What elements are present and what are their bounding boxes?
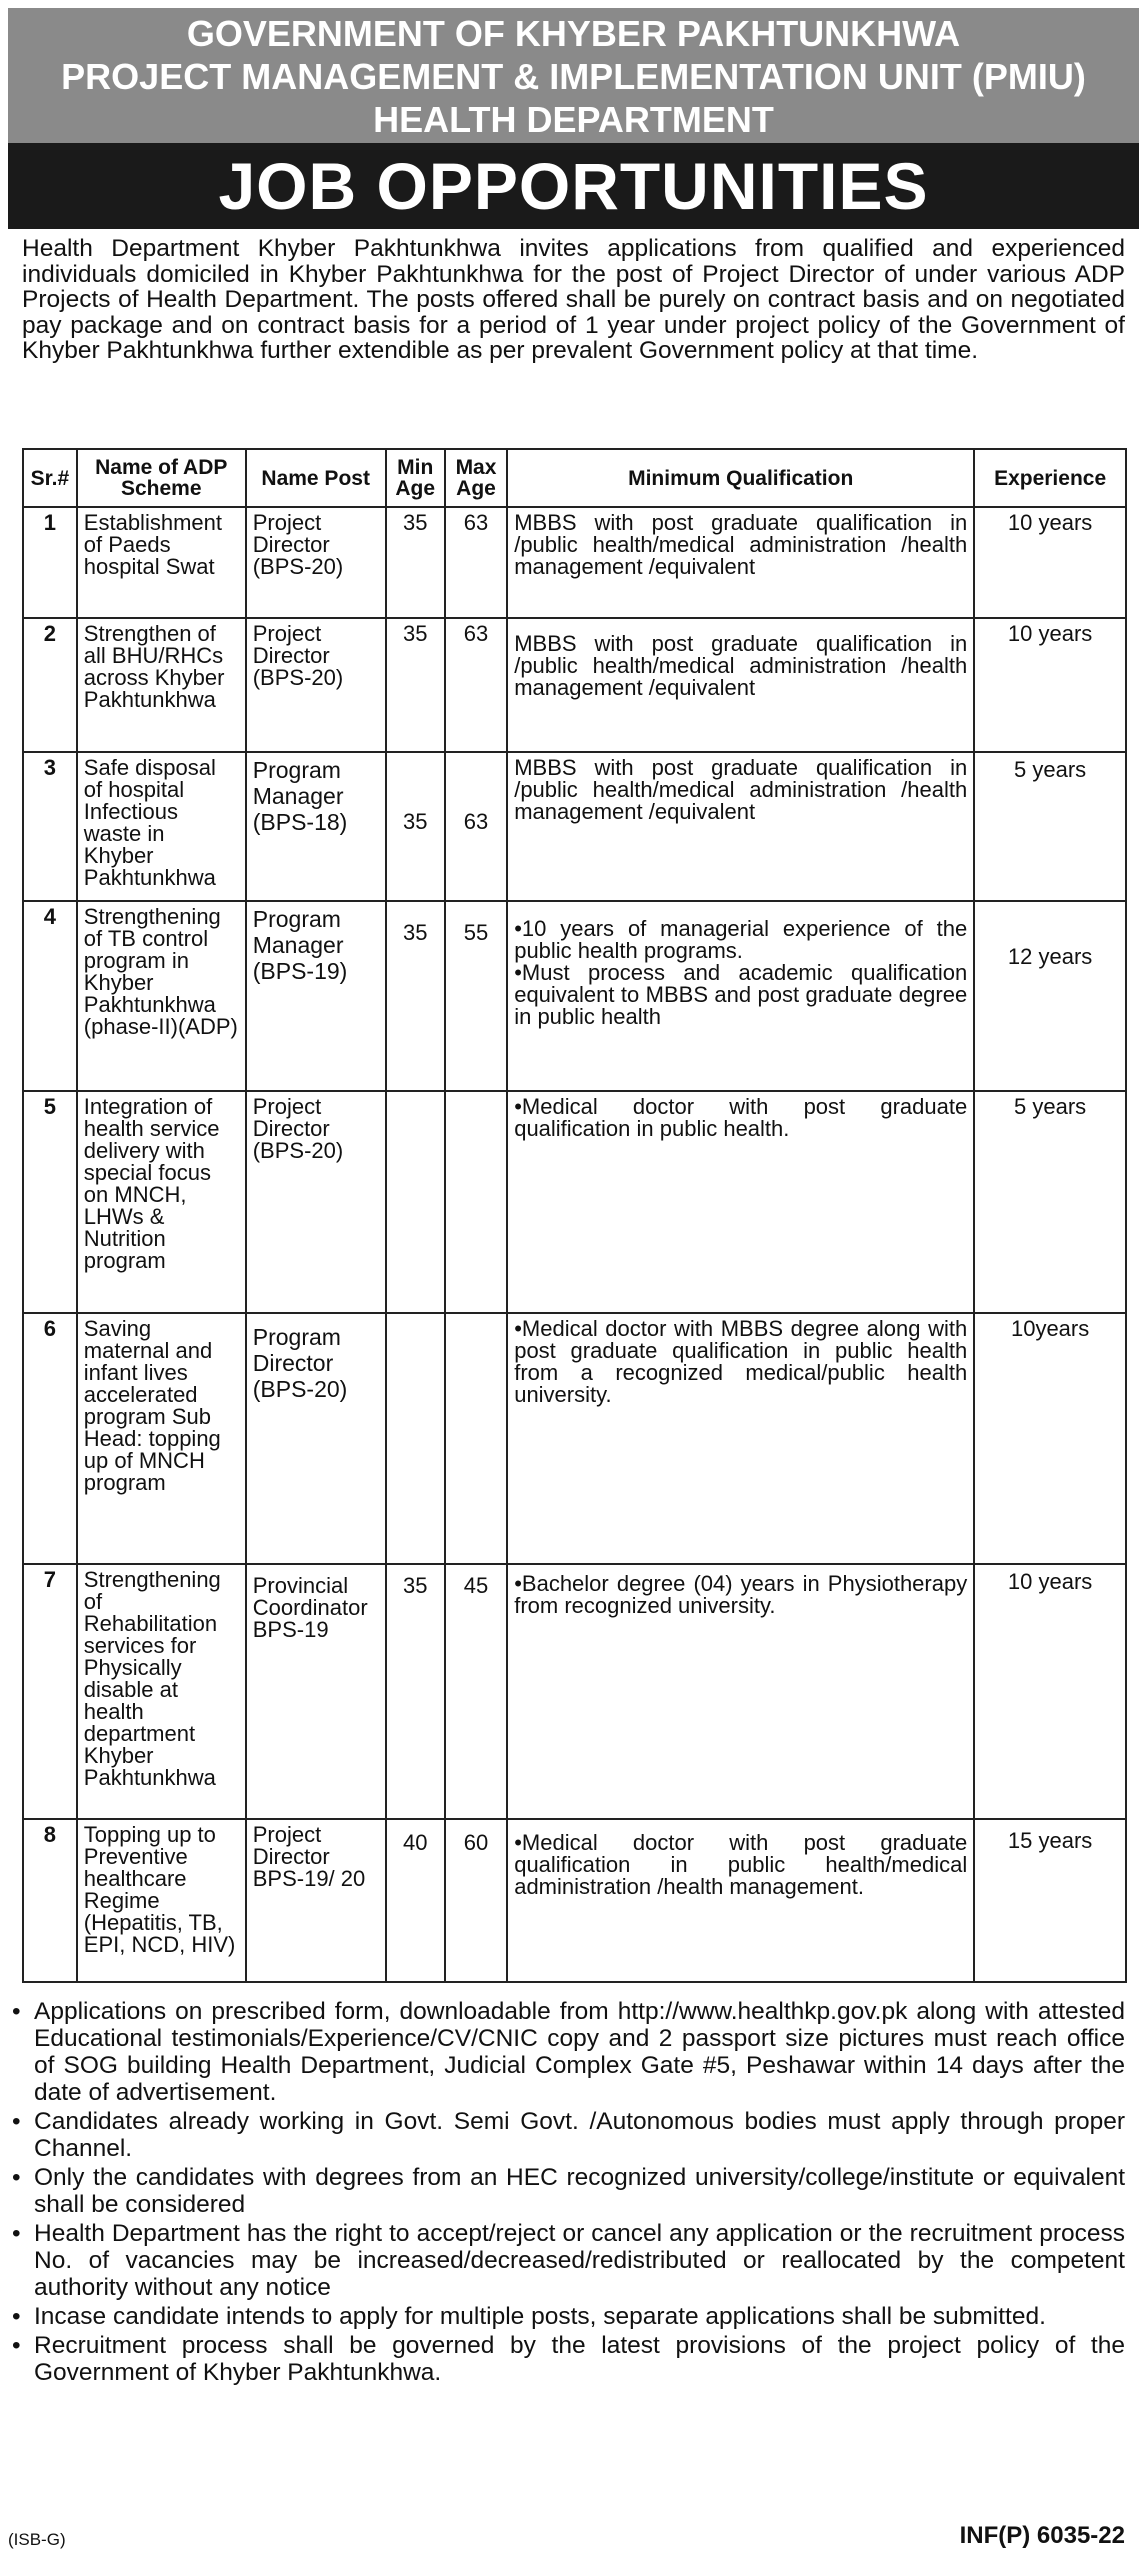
- cell-post: Program Director (BPS-20): [246, 1313, 386, 1564]
- cell-experience: 5 years: [974, 752, 1126, 901]
- cell-min-age: 35: [386, 507, 445, 618]
- header-line-government: GOVERNMENT OF KHYBER PAKHTUNKHWA: [186, 13, 961, 54]
- cell-max-age: [445, 1313, 507, 1564]
- cell-post: Program Manager (BPS-18): [246, 752, 386, 901]
- cell-qualification: •Medical doctor with MBBS degree along with post graduate qualification in public health from a recognized medical/public health university.: [507, 1313, 974, 1564]
- cell-post: Program Manager (BPS-19): [246, 901, 386, 1091]
- list-item: [12, 2303, 1125, 2330]
- cell-sr: 5: [23, 1091, 77, 1313]
- cell-scheme: Safe disposal of hospital Infectious waste in Khyber Pakhtunkhwa: [77, 752, 246, 901]
- list-item: [12, 2220, 1125, 2301]
- table-row: [23, 1313, 1126, 1564]
- cell-scheme: Integration of health service delivery with special focus on MNCH, LHWs & Nutrition program: [77, 1091, 246, 1313]
- bullet-icon: •: [12, 1998, 21, 2025]
- list-item: [12, 1998, 1125, 2106]
- cell-experience: 15 years: [974, 1819, 1126, 1982]
- cell-scheme: Establishment of Paeds hospital Swat: [77, 507, 246, 618]
- cell-experience: 10years: [974, 1313, 1126, 1564]
- header-band: [8, 8, 1139, 143]
- list-item: [12, 2164, 1125, 2218]
- footer-code-right: INF(P) 6035-22: [959, 2522, 1125, 2549]
- note-text: Applications on prescribed form, downloadable from http://www.healthkp.gov.pk along with attested Educational testimonials/Experience/CV/CNIC copy and 2 passport size pictures must reach office of SOG building Health Department, Judicial Complex Gate #5, Peshawar within 14 days after the date of advertisement.: [34, 1998, 1125, 2106]
- cell-max-age: 55: [445, 901, 507, 1091]
- cell-max-age: 45: [445, 1564, 507, 1819]
- col-header-qualification: Minimum Qualification: [507, 449, 974, 507]
- note-text: Candidates already working in Govt. Semi Govt. /Autonomous bodies must apply through proper Channel.: [34, 2108, 1125, 2162]
- cell-post: Provincial Coordinator BPS-19: [246, 1564, 386, 1819]
- cell-sr: 7: [23, 1564, 77, 1819]
- cell-scheme: Saving maternal and infant lives accelerated program Sub Head: topping up of MNCH program: [77, 1313, 246, 1564]
- col-header-sr: Sr.#: [23, 449, 77, 507]
- cell-experience: 10 years: [974, 507, 1126, 618]
- cell-sr: 3: [23, 752, 77, 901]
- cell-min-age: 35: [386, 901, 445, 1091]
- cell-scheme: Strengthening of Rehabilitation services for Physically disable at health department Khyber Pakhtunkhwa: [77, 1564, 246, 1819]
- table-row: [23, 1091, 1126, 1313]
- cell-scheme: Strengthening of TB control program in Khyber Pakhtunkhwa (phase-II)(ADP): [77, 901, 246, 1091]
- bullet-icon: •: [12, 2108, 21, 2135]
- qualification-point: •10 years of managerial experience of the public health programs.: [514, 916, 968, 963]
- intro-paragraph: Health Department Khyber Pakhtunkhwa invites applications from qualified and experienced individuals domiciled in Khyber Pakhtunkhwa for the post of Project Director of under various ADP Projects of Health Department. The posts offered shall be purely on contract basis and on negotiated pay package and on contract basis for a period of 1 year under project policy of the Government of Khyber Pakhtunkhwa further extendible as per prevalent Government policy at that time.: [22, 235, 1125, 364]
- table-row: [23, 1819, 1126, 1982]
- cell-min-age: 35: [386, 1564, 445, 1819]
- footer-code-left: (ISB-G): [8, 2530, 66, 2549]
- cell-max-age: 63: [445, 507, 507, 618]
- cell-max-age: 63: [445, 752, 507, 901]
- table-row: [23, 901, 1126, 1091]
- cell-qualification: MBBS with post graduate qualification in /public health/medical administration /health management /equivalent: [507, 507, 974, 618]
- bullet-icon: •: [12, 2220, 21, 2247]
- notes-list: [12, 1998, 1125, 2388]
- cell-post: Project Director (BPS-20): [246, 1091, 386, 1313]
- col-header-max-age: Max Age: [445, 449, 507, 507]
- cell-qualification: •Medical doctor with post graduate qualification in public health/medical administration /health management.: [507, 1819, 974, 1982]
- cell-max-age: 63: [445, 618, 507, 752]
- cell-qualification: •Bachelor degree (04) years in Physiotherapy from recognized university.: [507, 1564, 974, 1819]
- cell-qualification: MBBS with post graduate qualification in /public health/medical administration /health management /equivalent: [507, 618, 974, 752]
- cell-max-age: 60: [445, 1819, 507, 1982]
- cell-min-age: 35: [386, 618, 445, 752]
- col-header-experience: Experience: [974, 449, 1126, 507]
- cell-sr: 2: [23, 618, 77, 752]
- header-line-pmiu: PROJECT MANAGEMENT & IMPLEMENTATION UNIT (PMIU): [61, 56, 1086, 97]
- cell-min-age: 40: [386, 1819, 445, 1982]
- bullet-icon: •: [12, 2164, 21, 2191]
- job-table: [22, 448, 1127, 1983]
- note-text: Health Department has the right to accept/reject or cancel any application or the recruitment process No. of vacancies may be increased/decreased/redistributed or reallocated by the competent authority without any notice: [34, 2220, 1125, 2301]
- list-item: [12, 2332, 1125, 2386]
- bullet-icon: •: [12, 2332, 21, 2359]
- note-text: Incase candidate intends to apply for multiple posts, separate applications shall be submitted.: [34, 2303, 1046, 2330]
- cell-min-age: [386, 1313, 445, 1564]
- cell-experience: 5 years: [974, 1091, 1126, 1313]
- bullet-icon: •: [12, 2303, 21, 2330]
- page-title: JOB OPPORTUNITIES: [8, 143, 1139, 229]
- cell-min-age: [386, 1091, 445, 1313]
- cell-min-age: 35: [386, 752, 445, 901]
- cell-scheme: Strengthen of all BHU/RHCs across Khyber Pakhtunkhwa: [77, 618, 246, 752]
- table-row: [23, 618, 1126, 752]
- cell-qualification: •Medical doctor with post graduate qualification in public health.: [507, 1091, 974, 1313]
- cell-experience: 12 years: [974, 901, 1126, 1091]
- cell-max-age: [445, 1091, 507, 1313]
- table-row: [23, 507, 1126, 618]
- col-header-scheme: Name of ADP Scheme: [77, 449, 246, 507]
- cell-post: Project Director BPS-19/ 20: [246, 1819, 386, 1982]
- col-header-post: Name Post: [246, 449, 386, 507]
- cell-sr: 6: [23, 1313, 77, 1564]
- cell-post: Project Director (BPS-20): [246, 618, 386, 752]
- table-row: [23, 1564, 1126, 1819]
- table-row: [23, 752, 1126, 901]
- note-text: Recruitment process shall be governed by the latest provisions of the project policy of the Government of Khyber Pakhtunkhwa.: [34, 2332, 1125, 2386]
- cell-sr: 4: [23, 901, 77, 1091]
- note-text: Only the candidates with degrees from an HEC recognized university/college/institute or equivalent shall be considered: [34, 2164, 1125, 2218]
- cell-sr: 1: [23, 507, 77, 618]
- cell-experience: 10 years: [974, 618, 1126, 752]
- cell-post: Project Director (BPS-20): [246, 507, 386, 618]
- list-item: [12, 2108, 1125, 2162]
- header-line-department: HEALTH DEPARTMENT: [373, 99, 774, 140]
- cell-sr: 8: [23, 1819, 77, 1982]
- table-header-row: [23, 449, 1126, 507]
- qualification-point: •Must process and academic qualification equivalent to MBBS and post graduate degree in public health: [514, 960, 968, 1029]
- col-header-min-age: Min Age: [386, 449, 445, 507]
- cell-qualification: MBBS with post graduate qualification in /public health/medical administration /health management /equivalent: [507, 752, 974, 901]
- cell-experience: 10 years: [974, 1564, 1126, 1819]
- cell-scheme: Topping up to Preventive healthcare Regime (Hepatitis, TB, EPI, NCD, HIV): [77, 1819, 246, 1982]
- cell-qualification: [507, 901, 974, 1091]
